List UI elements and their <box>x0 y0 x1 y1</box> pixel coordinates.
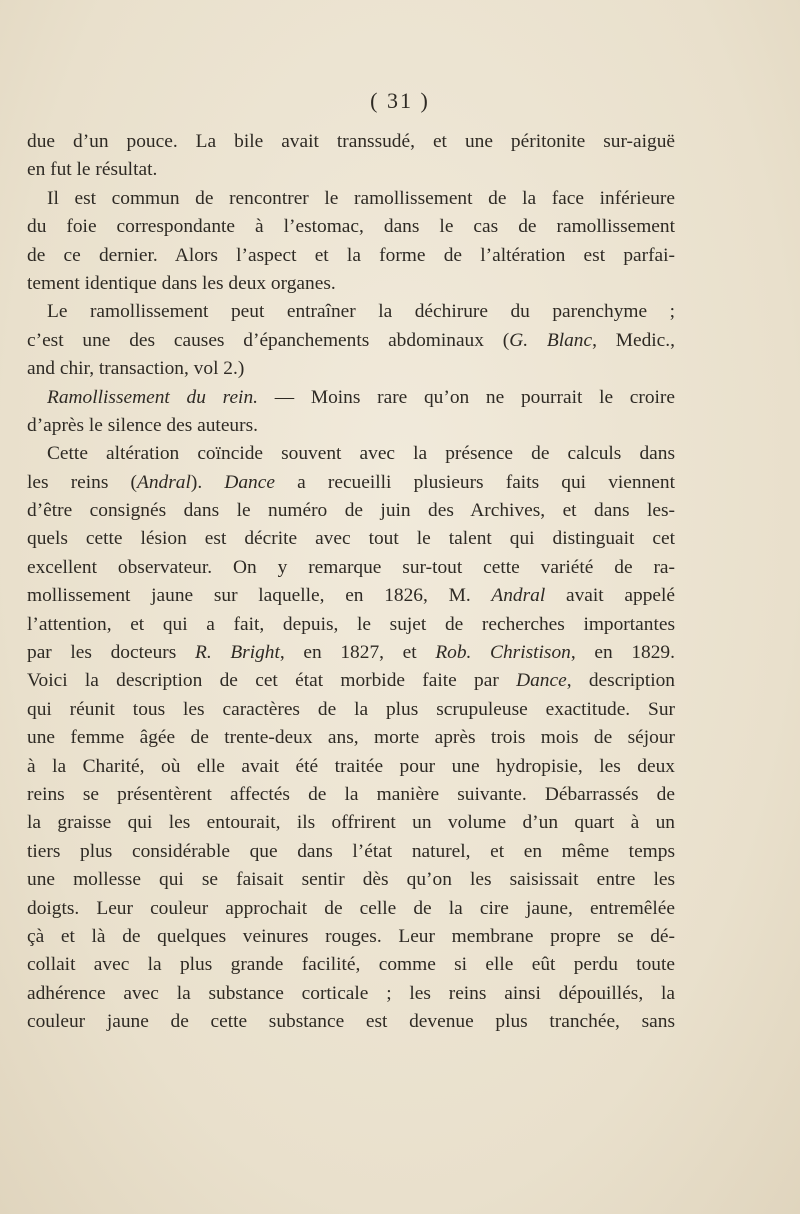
text-line: Voici la description de cet état morbide faite par Dance, description <box>27 670 676 692</box>
text-line: mollissement jaune sur laquelle, en 1826, M. Andral avait appelé <box>27 585 675 607</box>
text-line: du foie correspondante à l’estomac, dans le cas de ramollissement <box>27 216 675 238</box>
text-line: Le ramollissement peut entraîner la déchirure du parenchyme ; <box>47 301 675 323</box>
text-line: couleur jaune de cette substance est devenue plus tranchée, sans <box>27 1011 675 1033</box>
text-line: tiers plus considérable que dans l’état naturel, et en même temps <box>27 840 675 862</box>
text-line: Il est commun de rencontrer le ramollissement de la face inférieure <box>47 187 675 209</box>
text-line: d’être consignés dans le numéro de juin des Archives, et dans les- <box>27 500 675 522</box>
text-line: la graisse qui les entourait, ils offrirent un volume d’un quart à un <box>27 812 675 834</box>
text-line: c’est une des causes d’épanchements abdominaux (G. Blanc, Medic., <box>27 329 675 351</box>
text-line: Cette altération coïncide souvent avec la présence de calculs dans <box>47 443 675 465</box>
text-line: une mollesse qui se faisait sentir dès qu’on les saisissait entre les <box>27 869 675 891</box>
text-line: de ce dernier. Alors l’aspect et la forme de l’altération est parfai- <box>27 244 675 266</box>
text-line: à la Charité, où elle avait été traitée pour une hydropisie, les deux <box>27 755 675 777</box>
text-line: collait avec la plus grande facilité, comme si elle eût perdu toute <box>27 954 675 976</box>
text-line: une femme âgée de trente-deux ans, morte après trois mois de séjour <box>27 727 675 749</box>
text-line: les reins (Andral). Dance a recueilli plusieurs faits qui viennent <box>27 471 675 493</box>
text-line: en fut le résultat. <box>27 159 158 181</box>
page-number: ( 31 ) <box>370 88 430 113</box>
text-line: qui réunit tous les caractères de la plus scrupuleuse exactitude. Sur <box>27 698 675 720</box>
text-line: Ramollissement du rein. — Moins rare qu’on ne pourrait le croire <box>47 386 675 408</box>
text-line: quels cette lésion est décrite avec tout le talent qui distinguait cet <box>27 528 675 550</box>
text-line: par les docteurs R. Bright, en 1827, et Rob. Christison, en 1829. <box>27 642 675 664</box>
text-line: reins se présentèrent affectés de la manière suivante. Débarrassés de <box>27 783 675 805</box>
text-line: çà et là de quelques veinures rouges. Leur membrane propre se dé- <box>27 925 675 947</box>
text-line: tement identique dans les deux organes. <box>27 272 336 294</box>
text-line: l’attention, et qui a fait, depuis, le sujet de recherches importantes <box>27 613 675 635</box>
text-line: excellent observateur. On y remarque sur-tout cette variété de ra- <box>27 556 675 578</box>
text-line: and chir, transaction, vol 2.) <box>27 358 245 380</box>
text-line: due d’un pouce. La bile avait transsudé, et une péritonite sur-aiguë <box>27 131 675 152</box>
text-line: adhérence avec la substance corticale ; les reins ainsi dépouillés, la <box>27 982 675 1004</box>
text-line: d’après le silence des auteurs. <box>27 414 258 436</box>
text-line: doigts. Leur couleur approchait de celle de la cire jaune, entremêlée <box>27 897 675 919</box>
body-text <box>27 128 675 1037</box>
